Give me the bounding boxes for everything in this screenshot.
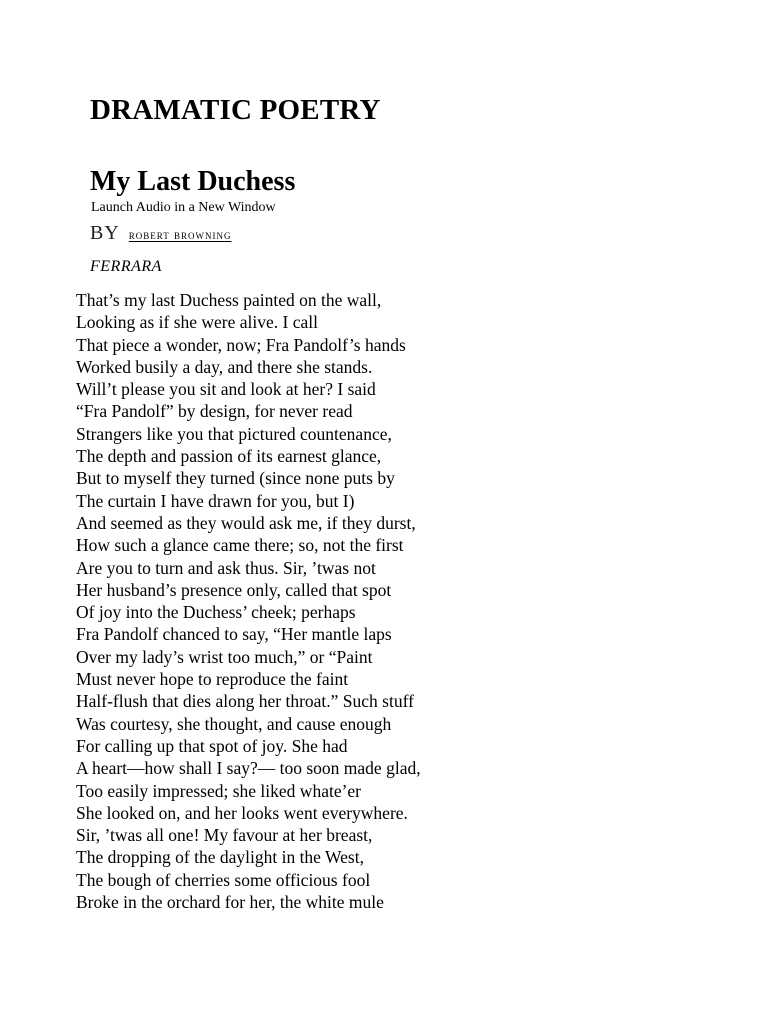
poem-line: For calling up that spot of joy. She had — [76, 735, 348, 756]
poem-line: Her husband’s presence only, called that spot — [76, 579, 392, 600]
poem-line: Strangers like you that pictured countenance, — [76, 423, 392, 444]
poem-line: That’s my last Duchess painted on the wall, — [76, 290, 382, 310]
poem-line: Looking as if she were alive. I call — [76, 312, 318, 333]
poem-line: Too easily impressed; she liked whate’er — [76, 780, 362, 801]
poem-line: Are you to turn and ask thus. Sir, ’twas not — [76, 557, 376, 578]
poem-line: A heart—how shall I say?— too soon made glad, — [76, 758, 421, 779]
poem-line: Of joy into the Duchess’ cheek; perhaps — [76, 602, 356, 623]
poem-line: Over my lady’s wrist too much,” or “Paint — [76, 646, 373, 667]
section-heading: DRAMATIC POETRY — [90, 94, 381, 126]
poem-line: That piece a wonder, now; Fra Pandolf’s hands — [76, 334, 406, 355]
poem-line: “Fra Pandolf” by design, for never read — [76, 401, 353, 422]
poem-line: The dropping of the daylight in the West, — [76, 847, 364, 868]
poem-setting: FERRARA — [90, 258, 162, 275]
poem-line: How such a glance came there; so, not the first — [76, 535, 404, 556]
poem-line: The bough of cherries some officious fool — [76, 869, 371, 890]
poem-line: Fra Pandolf chanced to say, “Her mantle laps — [76, 624, 392, 645]
author-link[interactable]: robert browning — [128, 227, 232, 242]
poem-text — [76, 289, 421, 913]
byline — [90, 222, 232, 245]
poem-line: She looked on, and her looks went everywhere. — [76, 802, 408, 823]
poem-title: My Last Duchess — [90, 166, 296, 197]
poem-line: Will’t please you sit and look at her? I said — [76, 379, 376, 400]
poem-line: Must never hope to reproduce the faint — [76, 669, 349, 690]
poem-line: The depth and passion of its earnest glance, — [76, 446, 382, 467]
poem-line: Worked busily a day, and there she stands. — [76, 356, 373, 377]
poem-line: Was courtesy, she thought, and cause enough — [76, 713, 392, 734]
poem-line: But to myself they turned (since none puts by — [76, 468, 395, 489]
poem-line: Broke in the orchard for her, the white mule — [76, 892, 384, 913]
by-label: BY — [90, 222, 120, 244]
poem-line: And seemed as they would ask me, if they durst, — [76, 512, 416, 533]
poem-line: Sir, ’twas all one! My favour at her breast, — [76, 825, 373, 846]
launch-audio-link[interactable]: Launch Audio in a New Window — [91, 200, 276, 215]
poem-line: The curtain I have drawn for you, but I) — [76, 490, 355, 511]
poem-line: Half-flush that dies along her throat.” Such stuff — [76, 691, 414, 712]
